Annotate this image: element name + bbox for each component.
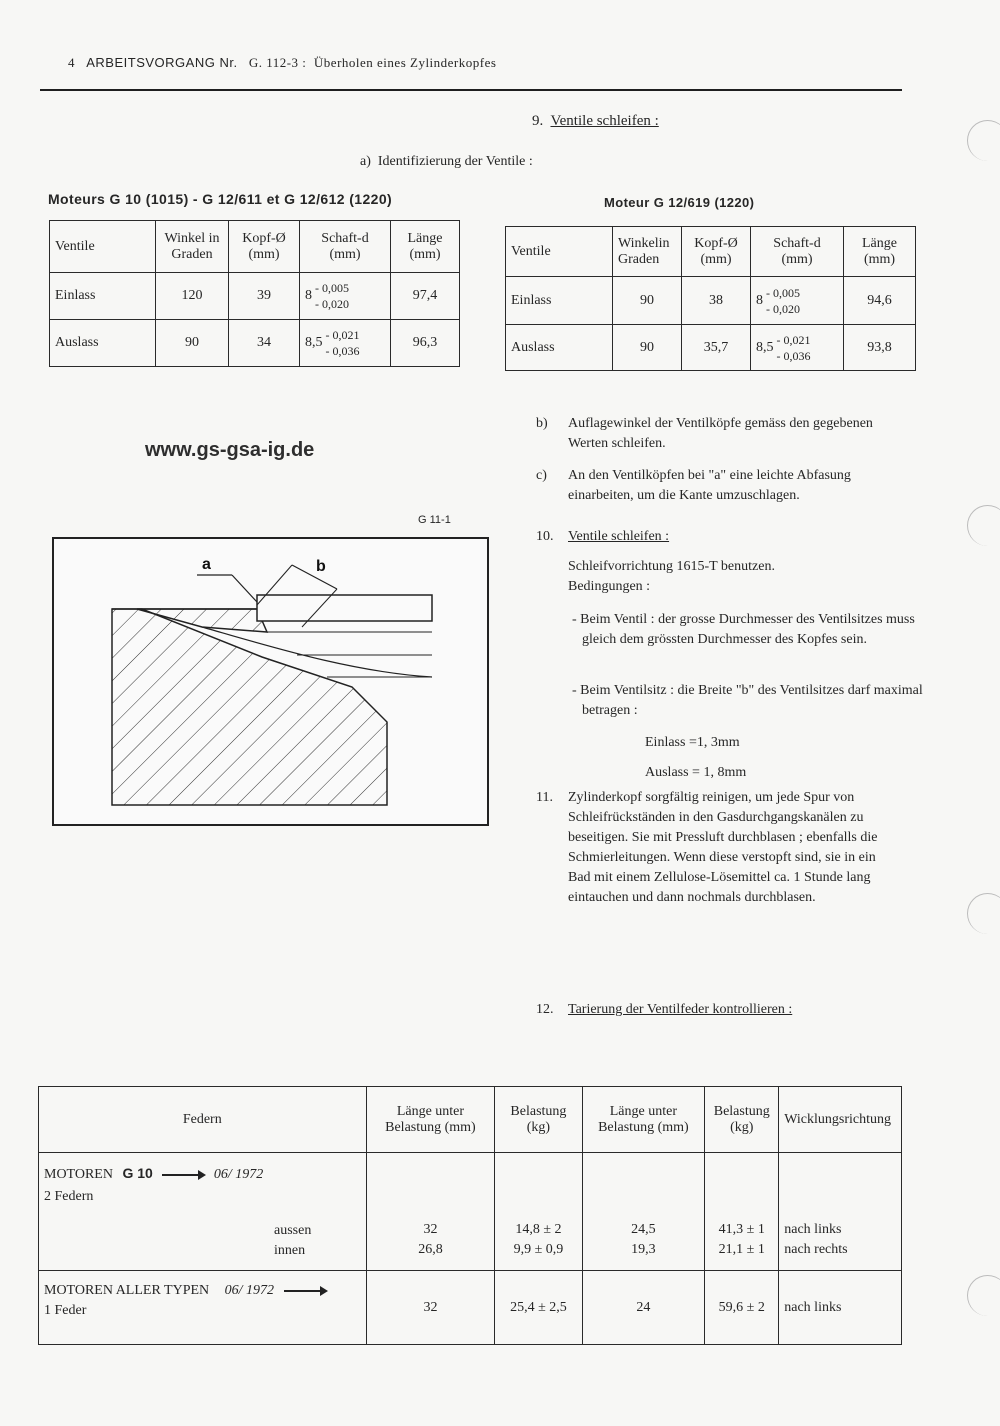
header-cell: Schaft-d (mm) bbox=[751, 227, 844, 277]
winkel-value: 90 bbox=[156, 320, 229, 367]
motor-label: MOTOREN bbox=[44, 1167, 113, 1182]
header-cell: Winkel in Graden bbox=[156, 221, 229, 273]
step-b-label: b) bbox=[536, 416, 548, 431]
header-cell: Wicklungsrichtung bbox=[779, 1087, 902, 1153]
step-10-dash-1: - Beim Ventil : der grosse Durchmesser des Ventilsitzes muss gleich dem grössten Durchmesser des Kopfes sein. bbox=[572, 612, 915, 647]
step-11-number: 11. bbox=[536, 790, 553, 805]
step-12-number: 12. bbox=[536, 1002, 554, 1017]
watermark-url: www.gs-gsa-ig.de bbox=[145, 439, 315, 461]
laenge-value: 93,8 bbox=[844, 325, 916, 371]
table-row bbox=[39, 1271, 902, 1345]
spring-group-1 bbox=[39, 1153, 367, 1271]
header-cell: Belastung (kg) bbox=[495, 1087, 582, 1153]
page-header bbox=[68, 55, 496, 71]
schaft-base: 8 bbox=[305, 288, 312, 304]
kopf-value: 38 bbox=[682, 277, 751, 325]
schaft-base: 8,5 bbox=[756, 339, 774, 355]
step-c-text: An den Ventilköpfen bei "a" eine leichte Abfasung einarbeiten, um die Kante umzuschlagen. bbox=[568, 468, 851, 503]
header-cell: Belastung (kg) bbox=[705, 1087, 779, 1153]
springs-table bbox=[38, 1086, 902, 1345]
step-12-title: Tarierung der Ventilfeder kontrollieren : bbox=[568, 1002, 793, 1017]
length-2-cell bbox=[582, 1153, 705, 1271]
tolerance-bottom: - 0,020 bbox=[766, 301, 800, 316]
length-value: 26,8 bbox=[418, 1242, 443, 1257]
load-1-cell bbox=[495, 1153, 582, 1271]
table-left-caption: Moteurs G 10 (1015) - G 12/611 et G 12/612 (1220) bbox=[48, 191, 393, 207]
length-value: 24 bbox=[582, 1271, 705, 1345]
valve-table-left bbox=[49, 220, 460, 367]
spring-count: 2 Federn bbox=[44, 1189, 94, 1204]
label-a: a bbox=[202, 556, 211, 573]
step-c-label: c) bbox=[536, 468, 547, 483]
winding-cell bbox=[779, 1153, 902, 1271]
header-cell: Länge unter Belastung (mm) bbox=[582, 1087, 705, 1153]
arrow-icon bbox=[284, 1290, 326, 1292]
valve-name: Auslass bbox=[506, 325, 613, 371]
step-10-number: 10. bbox=[536, 529, 554, 544]
tolerance-bottom: - 0,036 bbox=[325, 344, 360, 358]
tolerance-top: - 0,021 bbox=[776, 332, 811, 347]
header-cell: Ventile bbox=[50, 221, 156, 273]
load-2-cell bbox=[705, 1153, 779, 1271]
schaft-value bbox=[300, 273, 391, 320]
schaft-value bbox=[751, 277, 844, 325]
punch-hole bbox=[967, 1275, 1000, 1316]
label-b: b bbox=[316, 558, 326, 575]
header-rule bbox=[40, 89, 902, 91]
table-right-caption: Moteur G 12/619 (1220) bbox=[604, 195, 755, 210]
table-row bbox=[506, 277, 916, 325]
schaft-base: 8 bbox=[756, 292, 763, 308]
valve-seat-figure bbox=[52, 537, 489, 827]
load-value: 14,8 ± 2 bbox=[515, 1222, 562, 1237]
kopf-value: 39 bbox=[229, 273, 300, 320]
operation-title: Überholen eines Zylinderkopfes bbox=[313, 55, 497, 70]
kopf-value: 35,7 bbox=[682, 325, 751, 371]
spring-count: 1 Feder bbox=[44, 1303, 87, 1318]
motor-label: MOTOREN ALLER TYPEN bbox=[44, 1283, 210, 1298]
laenge-value: 94,6 bbox=[844, 277, 916, 325]
tolerance-top: - 0,005 bbox=[766, 285, 800, 300]
section-number: 9. bbox=[532, 113, 544, 129]
length-value: 19,3 bbox=[631, 1242, 656, 1257]
motor-date: 06/ 1972 bbox=[224, 1283, 275, 1298]
load-value: 41,3 ± 1 bbox=[718, 1222, 765, 1237]
tolerance-bottom: - 0,036 bbox=[776, 348, 811, 363]
table-row bbox=[50, 320, 460, 367]
length-value: 24,5 bbox=[631, 1222, 656, 1237]
header-title-prefix: ARBEITSVORGANG Nr. bbox=[86, 55, 238, 70]
step-10-text: Schleifvorrichtung 1615-T benutzen. Bedingungen : bbox=[568, 559, 775, 594]
load-value: 21,1 ± 1 bbox=[718, 1242, 765, 1257]
tolerance-top: - 0,021 bbox=[325, 328, 360, 342]
spring-label: aussen bbox=[274, 1223, 312, 1238]
arrow-icon bbox=[162, 1174, 204, 1176]
winkel-value: 120 bbox=[156, 273, 229, 320]
header-cell: Federn bbox=[39, 1087, 367, 1153]
valve-name: Einlass bbox=[506, 277, 613, 325]
laenge-value: 97,4 bbox=[391, 273, 460, 320]
step-label: a) bbox=[360, 154, 371, 169]
step-b-text: Auflagewinkel der Ventilköpfe gemäss den gegebenen Werten schleifen. bbox=[568, 416, 873, 451]
load-value: 9,9 ± 0,9 bbox=[513, 1242, 564, 1257]
load-value: 25,4 ± 2,5 bbox=[495, 1271, 582, 1345]
punch-hole bbox=[967, 505, 1000, 546]
kopf-value: 34 bbox=[229, 320, 300, 367]
laenge-value: 96,3 bbox=[391, 320, 460, 367]
valve-name: Einlass bbox=[50, 273, 156, 320]
step-10-einlass: Einlass =1, 3mm bbox=[645, 735, 740, 750]
winding-value: nach links bbox=[779, 1271, 902, 1345]
header-cell: Kopf-Ø (mm) bbox=[229, 221, 300, 273]
spring-group-2 bbox=[39, 1271, 367, 1345]
valve-table-right bbox=[505, 226, 916, 371]
figure-ref: G 11-1 bbox=[418, 514, 451, 526]
load-value: 59,6 ± 2 bbox=[705, 1271, 779, 1345]
header-cell: Länge (mm) bbox=[844, 227, 916, 277]
header-cell: Schaft-d (mm) bbox=[300, 221, 391, 273]
header-cell: Ventile bbox=[506, 227, 613, 277]
step-a bbox=[360, 154, 533, 170]
section-title: Ventile schleifen : bbox=[550, 113, 659, 129]
page-number: 4 bbox=[68, 55, 75, 70]
punch-hole bbox=[967, 120, 1000, 161]
winkel-value: 90 bbox=[613, 277, 682, 325]
valve-name: Auslass bbox=[50, 320, 156, 367]
tolerance-top: - 0,005 bbox=[315, 281, 349, 295]
punch-hole bbox=[967, 893, 1000, 934]
winding-value: nach rechts bbox=[784, 1242, 848, 1257]
header-cell: Länge (mm) bbox=[391, 221, 460, 273]
winding-value: nach links bbox=[784, 1222, 842, 1237]
table-row bbox=[50, 273, 460, 320]
motor-date: 06/ 1972 bbox=[213, 1167, 264, 1182]
section-9-heading bbox=[532, 113, 659, 130]
length-value: 32 bbox=[423, 1222, 438, 1237]
valve-head bbox=[257, 595, 432, 621]
step-text: Identifizierung der Ventile : bbox=[377, 154, 533, 169]
table-row bbox=[506, 325, 916, 371]
schaft-value bbox=[300, 320, 391, 367]
tolerance-bottom: - 0,020 bbox=[315, 297, 349, 311]
header-cell: Kopf-Ø (mm) bbox=[682, 227, 751, 277]
header-cell: Winkelin Graden bbox=[613, 227, 682, 277]
table-row bbox=[39, 1153, 902, 1271]
step-10-auslass: Auslass = 1, 8mm bbox=[645, 765, 747, 780]
step-10-title: Ventile schleifen : bbox=[568, 529, 670, 544]
motor-type: G 10 bbox=[122, 1165, 153, 1181]
schaft-value bbox=[751, 325, 844, 371]
spring-label: innen bbox=[274, 1243, 306, 1258]
step-10-dash-2: - Beim Ventilsitz : die Breite "b" des Ventilsitzes darf maximal betragen : bbox=[572, 683, 923, 718]
length-value: 32 bbox=[366, 1271, 495, 1345]
header-cell: Länge unter Belastung (mm) bbox=[366, 1087, 495, 1153]
length-1-cell bbox=[366, 1153, 495, 1271]
winkel-value: 90 bbox=[613, 325, 682, 371]
step-11-text: Zylinderkopf sorgfältig reinigen, um jede Spur von Schleifrückständen in den Gasdurchgangskanälen zu beseitigen. Sie mit Pressluft durchblasen ; ebenfalls die Schmierleitungen. Wenn diese verstopft sind, sie in ein Bad mit einem Zellulose-Lösemittel ca. 1 Stunde lang eintauchen und dann nochmals durchblasen. bbox=[568, 790, 878, 905]
schaft-base: 8,5 bbox=[305, 335, 323, 351]
operation-number: G. 112-3 : bbox=[248, 55, 307, 70]
